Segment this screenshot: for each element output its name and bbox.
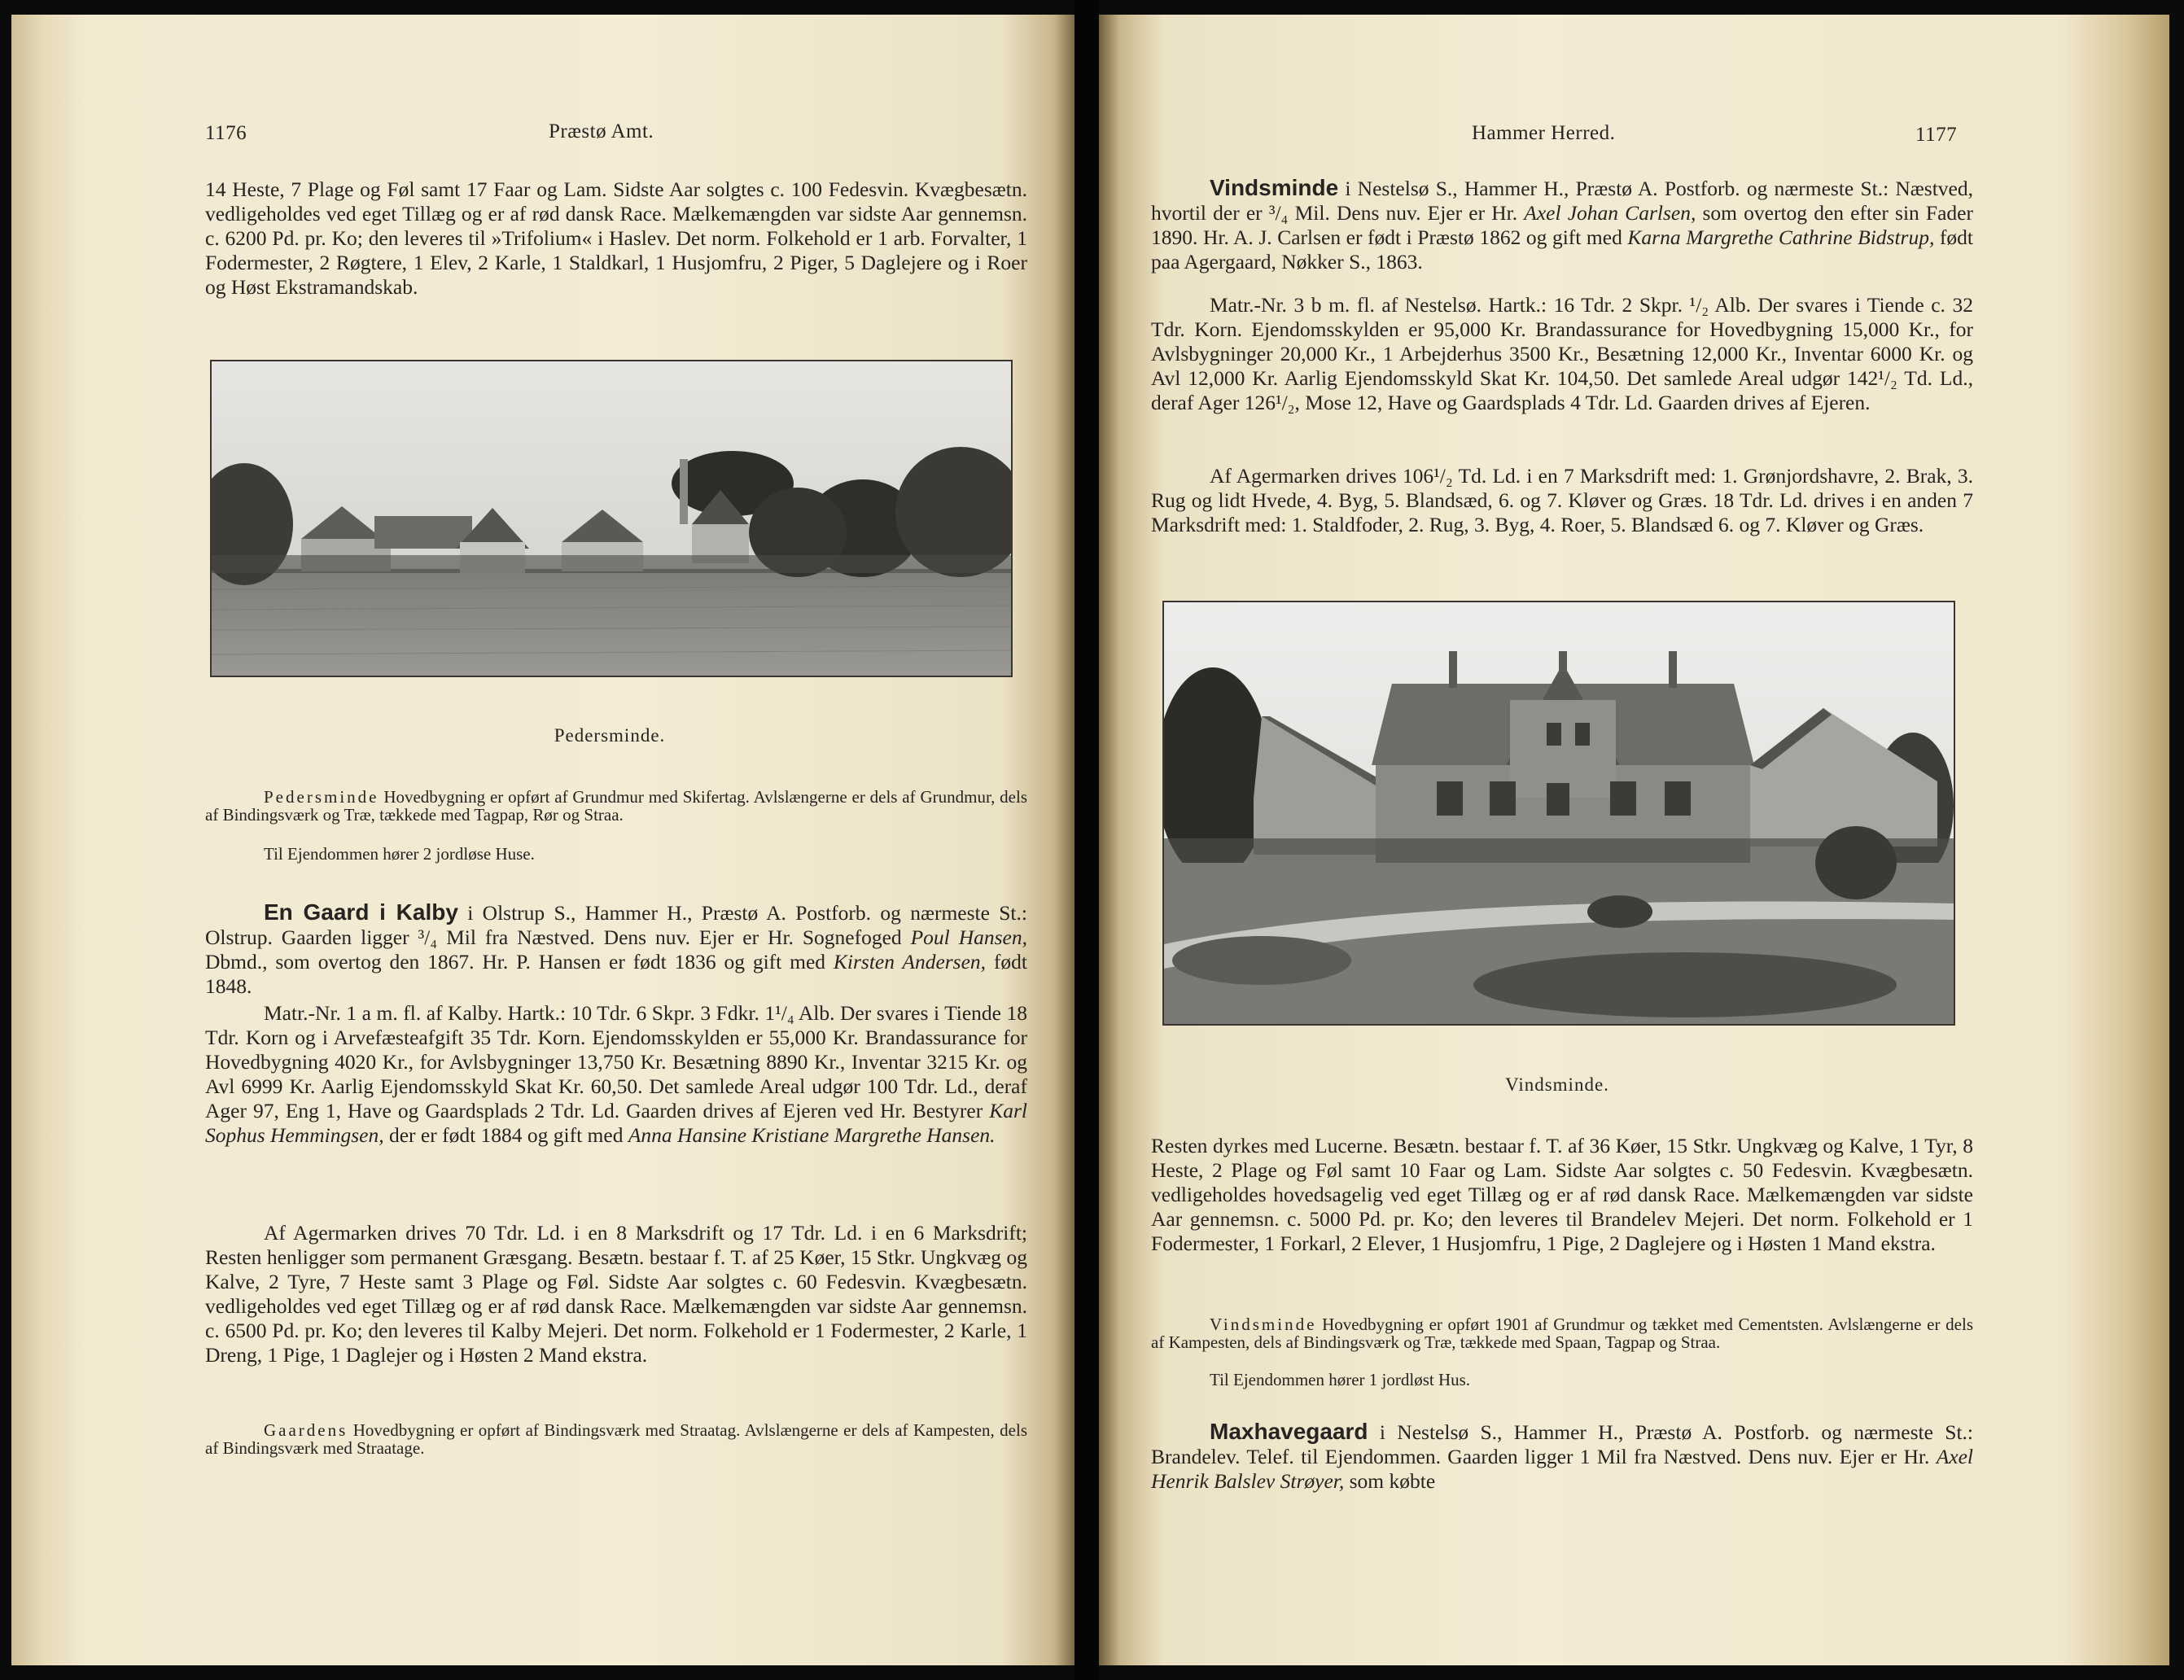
text-run: født paa Agergaard, Nøkker S., 1863. bbox=[1151, 225, 1973, 273]
vindsminde-photo bbox=[1162, 601, 1955, 1026]
text-run: der er født 1884 og gift med bbox=[383, 1123, 628, 1147]
left-page bbox=[11, 15, 1074, 1665]
kalby-paragraph-1 bbox=[205, 900, 1027, 999]
note-text: Hovedbygning er opført af Bindingsværk med Straatag. Avlslængerne er dels af Kampesten, dels af Bindingsværk med Straatage. bbox=[205, 1420, 1027, 1458]
vindsminde-note bbox=[1151, 1315, 1973, 1351]
running-head: Hammer Herred. bbox=[1472, 122, 1616, 144]
manor-house-image bbox=[1164, 602, 1954, 1024]
text-run: som købte bbox=[1344, 1469, 1436, 1493]
text-run: i Nestelsø S., Hammer H., Præstø A. Postforb. og nærmeste St.: Brandelev. Telef. til Ejendommen. Gaarden ligger 1 Mil fra Næstved. Dens nuv. Ejer er Hr. bbox=[1151, 1420, 1973, 1468]
maxhavegaard-paragraph-1 bbox=[1151, 1420, 1973, 1494]
vindsminde-note-2: Til Ejendommen hører 1 jordløst Hus. bbox=[1210, 1370, 1471, 1389]
running-head: Præstø Amt. bbox=[549, 120, 654, 142]
pedersminde-photo bbox=[210, 360, 1013, 677]
vindsminde-paragraph-3: Af Agermarken drives 106¹/₂ Td. Ld. i en 7 Marksdrift med: 1. Grønjordshavre, 2. Brak, 3. Rug og lidt Hvede, 4. Byg, 5. Blandsæd, 6. og 7. Kløver og Græs. 18 Tdr. Ld. drives i en anden 7 Marksdrift med: 1. Staldfoder, 2. Rug, 3. Byg, 4. Roer, 5. Blandsæd 6. og 7. Kløver og Græs. bbox=[1151, 464, 1973, 536]
text-run: som overtog den efter sin Fader 1890. Hr. A. J. Carlsen er født i Præstø 1862 og gift med bbox=[1151, 201, 1973, 249]
spouse-name: Anna Hansine Kristiane Margrethe Hansen. bbox=[628, 1123, 996, 1147]
spouse-name: Karna Margrethe Cathrine Bidstrup, bbox=[1627, 225, 1935, 249]
owner-name: Poul Hansen, bbox=[910, 925, 1027, 949]
vindsminde-paragraph-1 bbox=[1151, 176, 1973, 274]
pedersminde-note-2: Til Ejendommen hører 2 jordløse Huse. bbox=[264, 844, 535, 864]
note-text: Hovedbygning er opført af Grundmur med Skifertag. Avlslængerne er dels af Grundmur, dels af Bindingsværk og Træ, tækkede med Tagpap, Rør og Straa. bbox=[205, 787, 1027, 825]
entry-heading: Maxhavegaard bbox=[1210, 1419, 1368, 1444]
note-text: Hovedbygning er opført 1901 af Grundmur og tækket med Cementsten. Avlslængerne er dels af Kampesten, dels af Bindingsværk og Træ, tækkede med Spaan, Tagpap og Straa. bbox=[1151, 1315, 1973, 1352]
kalby-paragraph-2 bbox=[205, 1001, 1027, 1148]
text-run: Dbmd., som overtog den 1867. Hr. P. Hansen er født 1836 og gift med bbox=[205, 950, 834, 973]
intro-paragraph: 14 Heste, 7 Plage og Føl samt 17 Faar og Lam. Sidste Aar solgtes c. 100 Fedesvin. Kvægbesætn. vedligeholdes ved eget Tillæg og er af rød dansk Race. Mælkemængden var sidste Aar gennemsn. c. 6200 Pd. pr. Ko; den leveres til »Trifolium« i Haslev. Det norm. Folkehold er 1 arb. Forvalter, 1 Fodermester, 2 Røgtere, 1 Elev, 2 Karle, 1 Staldkarl, 1 Husjomfru, 2 Piger, 5 Daglejere og i Roer og Høst Ekstramandskab. bbox=[205, 177, 1027, 299]
page-number: 1177 bbox=[1915, 124, 1958, 146]
pedersminde-note bbox=[205, 788, 1027, 824]
right-page bbox=[1099, 15, 2169, 1665]
text-run: i Nestelsø S., Hammer H., Præstø A. Postforb. og nærmeste St.: Næstved, hvortil der er ³/₄ Mil. Dens nuv. Ejer er Hr. bbox=[1151, 177, 1973, 225]
book-spine-gutter bbox=[1074, 0, 1099, 1680]
spouse-name: Kirsten Andersen, bbox=[833, 950, 987, 973]
photo-caption: Vindsminde. bbox=[1505, 1074, 1609, 1095]
note-lead: Gaardens bbox=[264, 1420, 348, 1440]
text-run: i Olstrup S., Hammer H., Præstø A. Postforb. og nærmeste St.: Olstrup. Gaarden ligger ³/₄ Mil fra Næstved. Dens nuv. Ejer er Hr. Sognefoged bbox=[205, 901, 1027, 949]
vindsminde-paragraph-4: Resten dyrkes med Lucerne. Besætn. bestaar f. T. af 36 Køer, 15 Stkr. Ungkvæg og Kalve, 1 Tyr, 8 Heste, 2 Plage og Føl samt 10 Faar og Lam. Sidste Aar solgtes c. 50 Fedesvin. Kvægbesætn. vedligeholdes hovedsagelig ved eget Tillæg og er af rød dansk Race. Mælkemængden var sidste Aar gennemsn. c. 5000 Pd. pr. Ko; den leveres til Brandelev Mejeri. Det norm. Folkehold er 1 Fodermester, 1 Forkarl, 2 Elever, 1 Husjomfru, 1 Pige, 2 Daglejere og i Høsten 1 Mand ekstra. bbox=[1151, 1134, 1973, 1255]
owner-name: Axel Johan Carlsen, bbox=[1524, 201, 1696, 225]
farmstead-image bbox=[212, 361, 1011, 676]
page-number: 1176 bbox=[205, 122, 247, 144]
vindsminde-paragraph-2: Matr.-Nr. 3 b m. fl. af Nestelsø. Hartk.: 16 Tdr. 2 Skpr. ¹/₂ Alb. Der svares i Tiende c. 32 Tdr. Korn. Ejendomsskylden er 95,000 Kr. Brandassurance for Hovedbygning 15,000 Kr., for Avlsbygninger 20,000 Kr., 1 Arbejderhus 3500 Kr., Besætning 12,000 Kr., Inventar 6000 Kr. og Avl 12,000 Kr. Aarlig Ejendomsskyld Skat Kr. 104,50. Det samlede Areal udgør 142¹/₂ Td. Ld., deraf Ager 126¹/₂, Mose 12, Have og Gaardsplads 4 Tdr. Ld. Gaarden drives af Ejeren. bbox=[1151, 293, 1973, 414]
kalby-note bbox=[205, 1421, 1027, 1457]
owner-name: Axel Henrik Balslev Strøyer, bbox=[1151, 1445, 1973, 1493]
entry-heading: Vindsminde bbox=[1210, 175, 1339, 200]
photo-caption: Pedersminde. bbox=[554, 725, 666, 746]
manager-name: Karl Sophus Hemmingsen, bbox=[205, 1099, 1027, 1147]
entry-heading: En Gaard i Kalby bbox=[264, 899, 458, 925]
note-lead: Pedersminde bbox=[264, 787, 379, 807]
note-lead: Vindsminde bbox=[1210, 1315, 1317, 1334]
text-run: Matr.-Nr. 1 a m. fl. af Kalby. Hartk.: 10 Tdr. 6 Skpr. 3 Fdkr. 1¹/₄ Alb. Der svares i Tiende 18 Tdr. Korn og i Arvefæsteafgift 35 Tdr. Korn. Ejendomsskylden er 55,000 Kr. Brandassurance for Hovedbygning 4020 Kr., for Avlsbygninger 13,750 Kr. Besætning 8890 Kr., Inventar 3215 Kr. og Avl 6999 Kr. Aarlig Ejendomsskyld Skat Kr. 60,50. Det samlede Areal udgør 100 Tdr. Ld., deraf Ager 97, Eng 1, Have og Gaardsplads 2 Tdr. Ld. Gaarden drives af Ejeren ved Hr. Bestyrer bbox=[205, 1001, 1027, 1122]
text-run: født 1848. bbox=[205, 950, 1027, 998]
kalby-paragraph-3: Af Agermarken drives 70 Tdr. Ld. i en 8 Marksdrift og 17 Tdr. Ld. i en 6 Marksdrift; Resten henligger som permanent Græsgang. Besætn. bestaar f. T. af 25 Køer, 15 Stkr. Ungkvæg og Kalve, 2 Tyre, 7 Heste samt 3 Plage og Føl. Sidste Aar solgtes c. 60 Fedesvin. Kvægbesætn. vedligeholdes ved eget Tillæg og er af rød dansk Race. Mælkemængden var sidste Aar gennemsn. c. 6500 Pd. pr. Ko; den leveres til Kalby Mejeri. Det norm. Folkehold er 1 Fodermester, 2 Karle, 1 Dreng, 1 Pige, 1 Daglejer og i Høsten 2 Mand ekstra. bbox=[205, 1221, 1027, 1367]
